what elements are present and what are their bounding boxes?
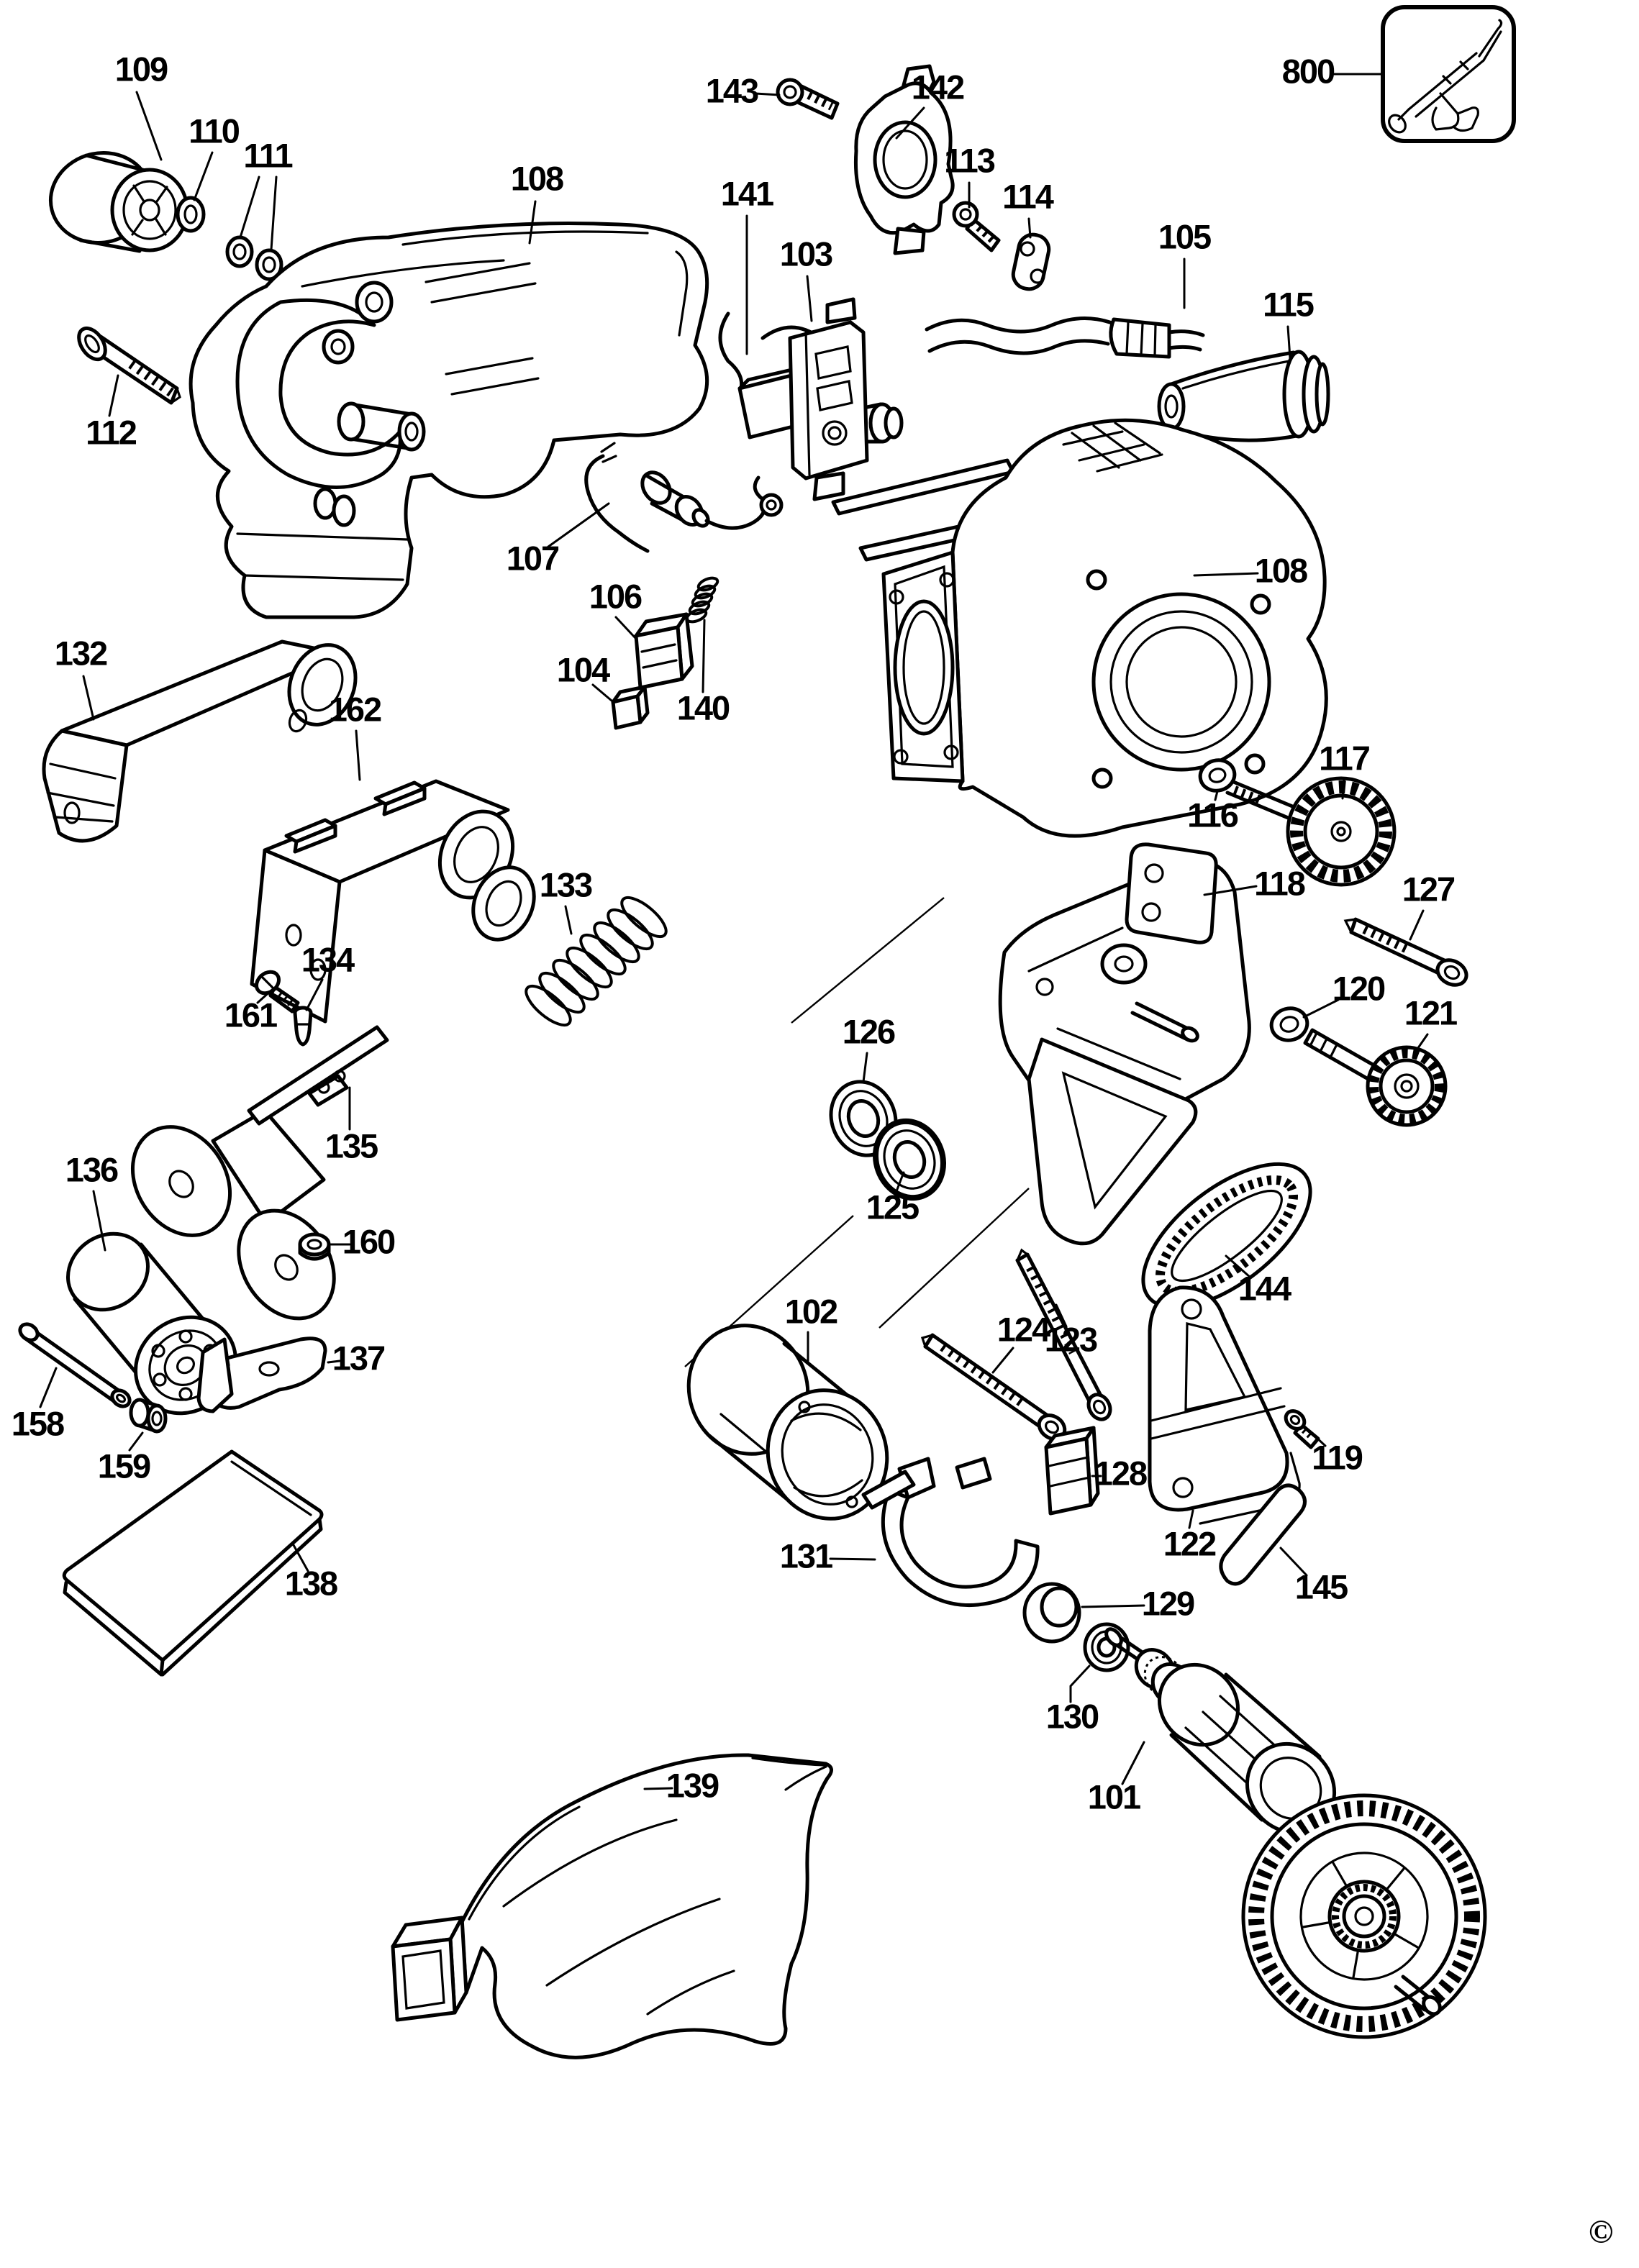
part-117-gear [1227,778,1394,885]
part-number-text: 137 [332,1339,385,1377]
part-number-text: 125 [866,1188,919,1226]
part-label-162-29 [329,690,381,780]
part-number-text: 140 [676,688,730,727]
part-160-washer [300,1234,329,1259]
part-label-131-44 [780,1536,875,1575]
part-120-bearing [1268,1004,1311,1044]
part-label-120-25 [1304,969,1385,1017]
part-number-text: 123 [1044,1320,1097,1359]
leader-line [194,152,212,200]
part-number-text: 113 [944,141,994,180]
copyright-symbol: © [1588,2213,1614,2250]
part-number-text: 800 [1281,52,1335,91]
part-104-terminal [613,687,648,728]
part-label-110-1 [189,111,240,200]
part-label-145-48 [1281,1548,1348,1606]
part-140-spring [685,575,719,624]
part-113-screw [954,203,999,250]
part-label-119-47 [1304,1426,1363,1476]
part-number-text: 159 [97,1447,150,1485]
part-number-text: 108 [510,159,563,198]
part-label-104-16 [557,650,612,701]
part-number-text: 112 [86,413,136,452]
part-number-text: 126 [842,1012,895,1051]
part-143-screw [778,80,837,118]
part-134-pin [295,1008,311,1044]
part-number-text: 145 [1294,1567,1348,1606]
leader-line [993,1348,1013,1372]
part-number-text: 119 [1312,1438,1362,1477]
part-number-text: 110 [189,111,239,150]
part-number-text: 161 [224,996,277,1034]
leader-line [40,1368,56,1407]
part-number-text: 111 [243,136,292,175]
part-131-clamp [863,1459,1038,1606]
leader-line [703,620,704,692]
part-101-armature [1104,1626,1485,2037]
part-label-128-45 [1092,1454,1147,1492]
part-number-text: 104 [556,650,609,689]
part-label-101-51 [1088,1742,1144,1816]
part-number-text: 107 [506,539,559,578]
part-label-133-30 [540,865,592,934]
part-121-pinion [1305,1030,1445,1125]
part-number-text: 142 [911,68,964,106]
part-label-113-7 [944,141,995,207]
part-number-text: 141 [720,174,773,213]
part-number-text: 109 [114,50,168,88]
part-number-text: 134 [301,940,354,979]
part-162-slide-block [252,781,545,1021]
part-label-137-36 [328,1339,385,1377]
part-number-text: 127 [1402,870,1455,908]
part-133-spring [520,891,672,1031]
part-108-housing-left [191,223,707,617]
part-110-washer [178,198,204,231]
leader-line [863,1053,867,1082]
part-label-115-10 [1263,285,1314,358]
part-number-text: 121 [1404,993,1457,1032]
part-label-800-11 [1282,52,1381,90]
leader-line [1029,219,1030,237]
part-label-107-14 [507,504,609,577]
part-number-text: 136 [65,1150,118,1189]
part-number-text: 160 [342,1222,395,1261]
part-label-129-49 [1082,1584,1194,1622]
part-118-frame [1000,844,1249,1244]
part-108-housing-right [833,420,1326,836]
part-number-text: 122 [1163,1524,1216,1563]
part-label-159-38 [98,1433,150,1485]
part-number-text: 116 [1187,796,1238,834]
leader-line [755,94,779,95]
part-number-text: 105 [1158,217,1211,256]
part-number-text: 162 [328,690,381,729]
part-129-sleeve [1025,1584,1079,1641]
part-159-bushing [131,1400,165,1431]
part-label-130-50 [1046,1666,1099,1735]
part-label-141-12 [721,174,773,354]
leader-line [1082,1606,1144,1607]
leader-line [616,617,636,639]
part-number-text: 129 [1141,1584,1194,1623]
part-label-116-19 [1187,791,1238,834]
part-number-text: 124 [996,1310,1050,1349]
part-number-text: 101 [1087,1777,1140,1816]
leader-line [356,731,360,780]
part-label-112-4 [86,375,137,451]
leader-line [240,177,259,237]
part-number-text: 128 [1094,1454,1147,1493]
part-label-105-9 [1158,217,1211,308]
part-label-143-5 [706,71,779,109]
part-label-124-42 [993,1310,1050,1372]
part-label-114-8 [1002,177,1054,237]
part-109-pulley [41,142,187,253]
leader-line [807,276,812,321]
part-number-text: 133 [539,865,592,904]
part-138-platen [64,1452,322,1675]
leader-line [271,177,276,250]
part-number-text: 118 [1254,864,1304,903]
part-number-text: 106 [589,577,642,616]
part-158-rod [17,1321,133,1409]
part-number-text: 120 [1332,969,1385,1008]
part-number-text: 143 [705,71,758,110]
part-number-text: 102 [784,1292,837,1331]
leader-line [109,375,118,416]
part-number-text: 144 [1238,1269,1291,1308]
part-105-power-cord [927,318,1203,357]
part-137-bracket [199,1339,325,1411]
part-label-132-28 [55,634,107,719]
part-number-text: 114 [1002,177,1053,216]
part-label-160-35 [331,1222,395,1260]
part-label-127-22 [1402,870,1455,939]
part-number-text: 115 [1263,285,1313,324]
part-label-103-13 [780,234,832,321]
part-label-121-26 [1404,993,1457,1053]
part-111-washers [227,237,281,279]
part-number-text: 139 [666,1766,719,1805]
part-label-106-15 [589,577,642,639]
part-number-text: 158 [11,1404,64,1443]
part-label-122-46 [1163,1511,1216,1562]
part-107-capacitor-wire [586,443,781,551]
part-label-135-33 [325,1088,378,1165]
part-number-text: 138 [284,1564,337,1603]
part-number-text: 135 [324,1126,378,1165]
part-number-text: 132 [54,634,107,673]
part-number-text: 131 [779,1536,832,1575]
leader-line [83,676,94,719]
part-135-tension-lever [113,1027,387,1336]
part-139-dust-bag [393,1755,832,2057]
leader-line [566,906,571,934]
service-tool-inset-box [1383,7,1514,141]
part-number-text: 130 [1045,1697,1099,1736]
part-115-handle-grip [1159,352,1328,440]
part-128-brush-box [1046,1428,1098,1513]
part-label-161-31 [224,990,277,1034]
part-106-connector [636,614,692,688]
part-number-text: 108 [1254,551,1307,590]
part-label-126-23 [843,1012,895,1082]
part-114-cord-clamp [1011,232,1052,291]
part-122-side-cover [1150,1288,1299,1524]
leader-line [1410,911,1423,939]
part-number-text: 117 [1319,739,1369,778]
leader-line [1343,780,1344,798]
part-label-109-0 [115,50,168,160]
part-label-158-37 [12,1368,64,1442]
leader-line [137,92,161,160]
part-label-111-2 [240,136,292,250]
part-number-text: 103 [779,234,832,273]
